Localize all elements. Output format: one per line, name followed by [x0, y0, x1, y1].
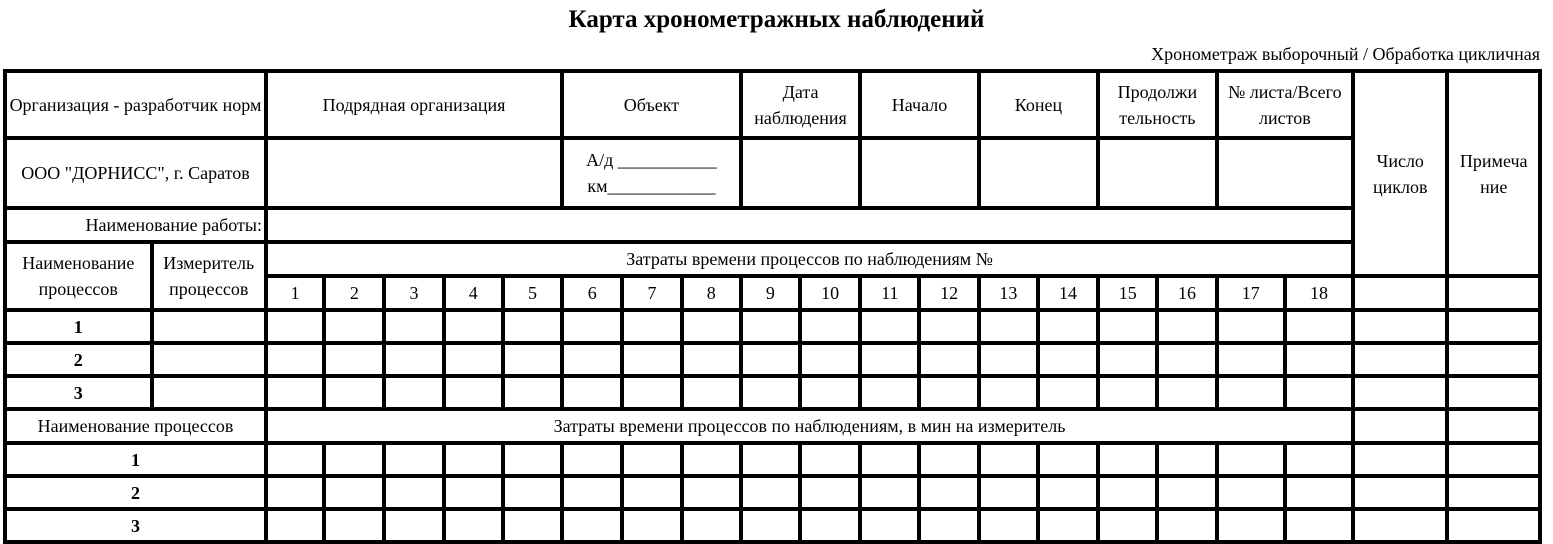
section1-value-cell[interactable] — [800, 310, 860, 343]
section2-value-cell[interactable] — [1098, 476, 1157, 509]
section2-value-cell[interactable] — [682, 509, 741, 542]
section2-value-cell[interactable] — [266, 443, 324, 476]
section1-value-cell[interactable] — [266, 343, 324, 376]
section1-value-cell[interactable] — [1217, 310, 1285, 343]
observation-number-18: 18 — [1285, 276, 1353, 310]
duration-value[interactable] — [1098, 138, 1216, 208]
section2-value-cell[interactable] — [800, 476, 860, 509]
section1-value-cell[interactable] — [860, 376, 919, 409]
section2-value-cell[interactable] — [1447, 443, 1540, 476]
obs-row-note-cell[interactable] — [1447, 276, 1540, 310]
section2-cycles-cell[interactable] — [1353, 409, 1447, 443]
section1-value-cell[interactable] — [800, 343, 860, 376]
section2-value-cell[interactable] — [503, 509, 562, 542]
object-road: А/д ___________ — [586, 150, 717, 170]
section1-row-number: 1 — [5, 310, 152, 343]
section1-value-cell[interactable] — [1038, 310, 1098, 343]
section2-value-cell[interactable] — [1447, 476, 1540, 509]
header-end: Конец — [979, 71, 1098, 138]
header-object: Объект — [562, 71, 741, 138]
section1-value-cell[interactable] — [266, 310, 324, 343]
section2-value-cell[interactable] — [1353, 476, 1447, 509]
section1-value-cell[interactable] — [1447, 376, 1540, 409]
section2-row — [5, 509, 1540, 542]
page-title: Карта хронометражных наблюдений — [568, 6, 985, 33]
section1-value-cell[interactable] — [1285, 343, 1353, 376]
section2-value-cell[interactable] — [562, 476, 622, 509]
section1-value-cell[interactable] — [1217, 343, 1285, 376]
observation-number-8: 8 — [682, 276, 741, 310]
section2-row-number: 1 — [5, 443, 266, 476]
section1-value-cell[interactable] — [384, 343, 443, 376]
section1-value-cell[interactable] — [562, 376, 622, 409]
observation-number-2: 2 — [324, 276, 384, 310]
observation-number-1: 1 — [266, 276, 324, 310]
section2-value-cell[interactable] — [1353, 443, 1447, 476]
section2-value-cell[interactable] — [800, 443, 860, 476]
observation-number-7: 7 — [622, 276, 681, 310]
observation-number-17: 17 — [1217, 276, 1285, 310]
section1-value-cell[interactable] — [384, 376, 443, 409]
section1-value-cell[interactable] — [682, 310, 741, 343]
observation-number-12: 12 — [919, 276, 978, 310]
section2-value-cell[interactable] — [1098, 443, 1157, 476]
section1-value-cell[interactable] — [384, 310, 443, 343]
section2-value-cell[interactable] — [562, 509, 622, 542]
object-value[interactable] — [562, 138, 741, 208]
section2-value-cell[interactable] — [1285, 509, 1353, 542]
section2-value-cell[interactable] — [919, 476, 978, 509]
work-name-value[interactable] — [266, 208, 1353, 242]
section1-value-cell[interactable] — [324, 376, 384, 409]
section2-value-cell[interactable] — [860, 509, 919, 542]
header-note: Примеча ние — [1447, 71, 1540, 276]
section1-value-cell[interactable] — [979, 376, 1038, 409]
section2-value-cell[interactable] — [1217, 509, 1285, 542]
observation-number-13: 13 — [979, 276, 1038, 310]
sheet-value[interactable] — [1217, 138, 1354, 208]
contractor-value[interactable] — [266, 138, 562, 208]
header-contractor: Подрядная организация — [266, 71, 562, 138]
section1-value-cell[interactable] — [682, 376, 741, 409]
org-dev-value: ООО "ДОРНИСС", г. Саратов — [5, 138, 266, 208]
section2-value-cell[interactable] — [860, 476, 919, 509]
section2-value-cell[interactable] — [1038, 476, 1098, 509]
section1-value-cell[interactable] — [1157, 310, 1216, 343]
section2-value-cell[interactable] — [682, 443, 741, 476]
section2-value-cell[interactable] — [324, 509, 384, 542]
section1-value-cell[interactable] — [1353, 343, 1447, 376]
section2-value-cell[interactable] — [1217, 476, 1285, 509]
section2-row-number: 2 — [5, 476, 266, 509]
section2-value-cell[interactable] — [384, 476, 443, 509]
chronometry-card-table — [3, 69, 1542, 544]
section1-value-cell[interactable] — [1098, 310, 1157, 343]
section1-value-cell[interactable] — [860, 343, 919, 376]
section2-value-cell[interactable] — [741, 509, 800, 542]
section2-value-cell[interactable] — [444, 509, 503, 542]
header-sheet: № листа/Всего листов — [1217, 71, 1354, 138]
section1-value-cell[interactable] — [1447, 343, 1540, 376]
section1-value-cell[interactable] — [622, 343, 681, 376]
section1-value-cell[interactable] — [562, 343, 622, 376]
section2-value-cell[interactable] — [1285, 476, 1353, 509]
process-name-header-2: Наименование процессов — [5, 409, 266, 443]
section1-value-cell[interactable] — [622, 376, 681, 409]
section2-value-cell[interactable] — [741, 443, 800, 476]
section1-value-cell[interactable] — [1157, 376, 1216, 409]
section2-row-number: 3 — [5, 509, 266, 542]
section2-value-cell[interactable] — [1098, 509, 1157, 542]
section1-row — [5, 310, 1540, 343]
process-name-header: Наименование процессов — [5, 242, 152, 310]
header-duration: Продолжи тельность — [1098, 71, 1216, 138]
section1-row-number: 3 — [5, 376, 152, 409]
section1-value-cell[interactable] — [1038, 376, 1098, 409]
observation-number-3: 3 — [384, 276, 443, 310]
section2-value-cell[interactable] — [622, 476, 681, 509]
section1-value-cell[interactable] — [1353, 376, 1447, 409]
section1-value-cell[interactable] — [503, 343, 562, 376]
section2-value-cell[interactable] — [324, 443, 384, 476]
section2-value-cell[interactable] — [384, 443, 443, 476]
section1-value-cell[interactable] — [741, 343, 800, 376]
section1-row-number: 2 — [5, 343, 152, 376]
section2-value-cell[interactable] — [503, 443, 562, 476]
section2-row — [5, 476, 1540, 509]
section2-value-cell[interactable] — [1217, 443, 1285, 476]
section2-value-cell[interactable] — [622, 443, 681, 476]
header-cycles: Число циклов — [1353, 71, 1447, 276]
header-date: Дата наблюдения — [741, 71, 860, 138]
section2-value-cell[interactable] — [444, 476, 503, 509]
section1-value-cell[interactable] — [741, 376, 800, 409]
section1-value-cell[interactable] — [860, 310, 919, 343]
section2-value-cell[interactable] — [919, 509, 978, 542]
section2-rows — [5, 443, 1540, 542]
section1-row — [5, 376, 1540, 409]
section1-unit-cell[interactable] — [152, 376, 266, 409]
section2-value-cell[interactable] — [682, 476, 741, 509]
section1-value-cell[interactable] — [919, 310, 978, 343]
section1-value-cell[interactable] — [1157, 343, 1216, 376]
section2-value-cell[interactable] — [1038, 443, 1098, 476]
section2-value-cell[interactable] — [741, 476, 800, 509]
section1-value-cell[interactable] — [324, 310, 384, 343]
section1-value-cell[interactable] — [1285, 376, 1353, 409]
section2-value-cell[interactable] — [1157, 509, 1216, 542]
section2-note-cell[interactable] — [1447, 409, 1540, 443]
section1-value-cell[interactable] — [1285, 310, 1353, 343]
section1-value-cell[interactable] — [503, 310, 562, 343]
section1-value-cell[interactable] — [444, 376, 503, 409]
observation-number-15: 15 — [1098, 276, 1157, 310]
section1-value-cell[interactable] — [682, 343, 741, 376]
section1-value-cell[interactable] — [444, 310, 503, 343]
subtitle: Хронометраж выборочный / Обработка цикличная — [1151, 44, 1540, 64]
observation-number-4: 4 — [444, 276, 503, 310]
header-start: Начало — [860, 71, 978, 138]
section1-value-cell[interactable] — [741, 310, 800, 343]
work-name-label: Наименование работы: — [5, 208, 266, 242]
section2-value-cell[interactable] — [503, 476, 562, 509]
section2-value-cell[interactable] — [860, 443, 919, 476]
section2-value-cell[interactable] — [1353, 509, 1447, 542]
section1-value-cell[interactable] — [266, 376, 324, 409]
section1-value-cell[interactable] — [800, 376, 860, 409]
section2-value-cell[interactable] — [919, 443, 978, 476]
observation-number-9: 9 — [741, 276, 800, 310]
section1-unit-cell[interactable] — [152, 343, 266, 376]
section1-value-cell[interactable] — [1038, 343, 1098, 376]
section2-row — [5, 443, 1540, 476]
observation-number-14: 14 — [1038, 276, 1098, 310]
object-km: км____________ — [587, 176, 716, 196]
section2-value-cell[interactable] — [266, 476, 324, 509]
section2-value-cell[interactable] — [1285, 443, 1353, 476]
section1-row — [5, 343, 1540, 376]
section1-value-cell[interactable] — [979, 343, 1038, 376]
time-costs-banner: Затраты времени процессов по наблюдениям № — [266, 242, 1353, 276]
observation-number-10: 10 — [800, 276, 860, 310]
section2-value-cell[interactable] — [444, 443, 503, 476]
observation-number-6: 6 — [562, 276, 622, 310]
section1-value-cell[interactable] — [622, 310, 681, 343]
section2-value-cell[interactable] — [979, 476, 1038, 509]
section2-value-cell[interactable] — [622, 509, 681, 542]
section1-value-cell[interactable] — [1098, 343, 1157, 376]
section2-value-cell[interactable] — [384, 509, 443, 542]
section1-value-cell[interactable] — [1353, 310, 1447, 343]
section1-value-cell[interactable] — [979, 310, 1038, 343]
section2-value-cell[interactable] — [1157, 443, 1216, 476]
observation-number-16: 16 — [1157, 276, 1216, 310]
section2-value-cell[interactable] — [562, 443, 622, 476]
section2-value-cell[interactable] — [324, 476, 384, 509]
obs-row-cycles-cell[interactable] — [1353, 276, 1447, 310]
date-value[interactable] — [741, 138, 860, 208]
time-per-unit-banner: Затраты времени процессов по наблюдениям, в мин на измеритель — [266, 409, 1353, 443]
header-org-dev: Организация - разработчик норм — [5, 71, 266, 138]
section1-value-cell[interactable] — [1217, 376, 1285, 409]
section2-value-cell[interactable] — [800, 509, 860, 542]
section1-value-cell[interactable] — [919, 343, 978, 376]
section1-rows — [5, 310, 1540, 409]
section1-unit-cell[interactable] — [152, 310, 266, 343]
end-value[interactable] — [979, 138, 1098, 208]
section1-value-cell[interactable] — [324, 343, 384, 376]
section2-value-cell[interactable] — [1447, 509, 1540, 542]
section1-value-cell[interactable] — [444, 343, 503, 376]
section2-value-cell[interactable] — [1157, 476, 1216, 509]
observation-number-11: 11 — [860, 276, 919, 310]
section1-value-cell[interactable] — [919, 376, 978, 409]
observation-number-5: 5 — [503, 276, 562, 310]
section1-value-cell[interactable] — [503, 376, 562, 409]
section2-value-cell[interactable] — [979, 509, 1038, 542]
start-value[interactable] — [860, 138, 978, 208]
section2-value-cell[interactable] — [1038, 509, 1098, 542]
section1-value-cell[interactable] — [1098, 376, 1157, 409]
section1-value-cell[interactable] — [1447, 310, 1540, 343]
unit-header: Измеритель процессов — [152, 242, 266, 310]
section1-value-cell[interactable] — [562, 310, 622, 343]
section2-value-cell[interactable] — [979, 443, 1038, 476]
section2-value-cell[interactable] — [266, 509, 324, 542]
